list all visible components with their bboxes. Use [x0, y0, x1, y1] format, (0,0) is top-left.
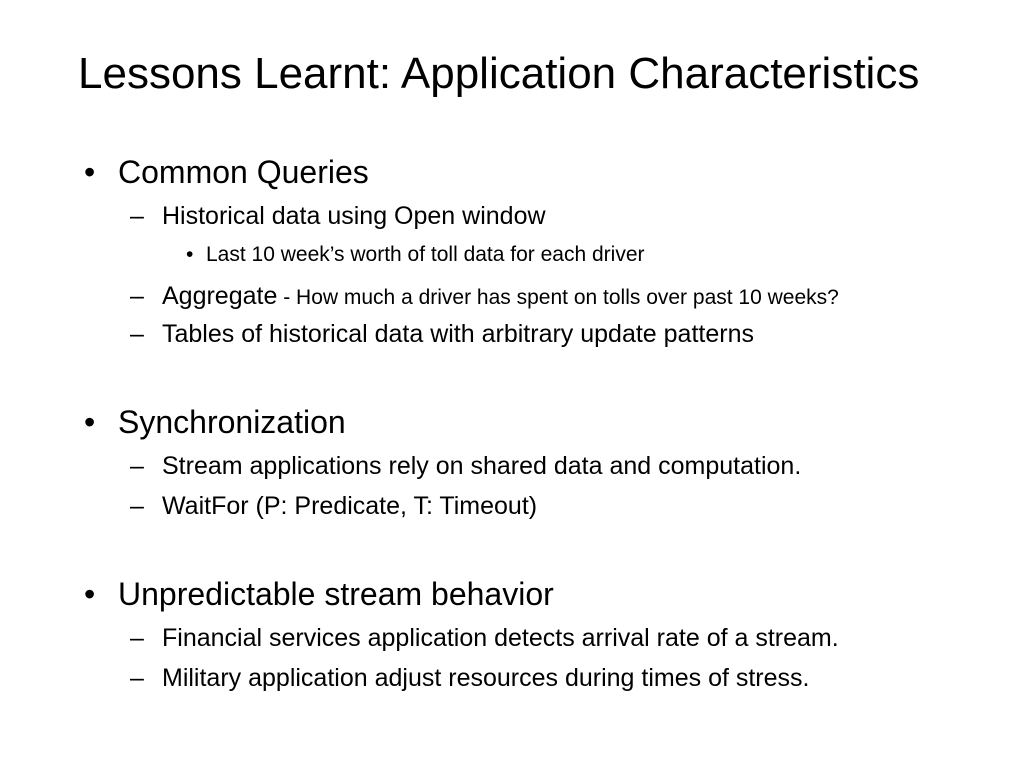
sub-aggregate — [162, 280, 839, 314]
dash-marker: – — [130, 492, 144, 520]
bullet-unpredictable-stream: Unpredictable stream behavior — [118, 576, 554, 612]
bullet-marker: • — [84, 404, 96, 440]
sub-stream-shared-data: Stream applications rely on shared data and computation. — [162, 452, 802, 480]
slide-title: Lessons Learnt: Application Characteristics — [78, 49, 920, 98]
bullet-common-queries: Common Queries — [118, 154, 369, 190]
bullet-marker: • — [84, 576, 96, 612]
subsub-last-10-weeks: Last 10 week’s worth of toll data for each driver — [206, 243, 645, 266]
dash-marker: – — [130, 282, 144, 310]
aggregate-label: Aggregate — [162, 282, 278, 310]
dash-marker: – — [130, 624, 144, 652]
dash-marker: – — [130, 320, 144, 348]
aggregate-detail: - How much a driver has spent on tolls over past 10 weeks? — [277, 286, 839, 309]
sub-historical-data: Historical data using Open window — [162, 202, 546, 230]
dash-marker: – — [130, 452, 144, 480]
sub-financial-services: Financial services application detects arrival rate of a stream. — [162, 624, 839, 652]
sub-tables-historical: Tables of historical data with arbitrary update patterns — [162, 320, 754, 348]
bullet-marker: • — [84, 154, 96, 190]
bullet-synchronization: Synchronization — [118, 404, 346, 440]
dash-marker: – — [130, 202, 144, 230]
sub-military-application: Military application adjust resources during times of stress. — [162, 664, 810, 692]
dash-marker: – — [130, 664, 144, 692]
sub-waitfor: WaitFor (P: Predicate, T: Timeout) — [162, 492, 538, 520]
sub-bullet-marker: • — [186, 243, 194, 266]
